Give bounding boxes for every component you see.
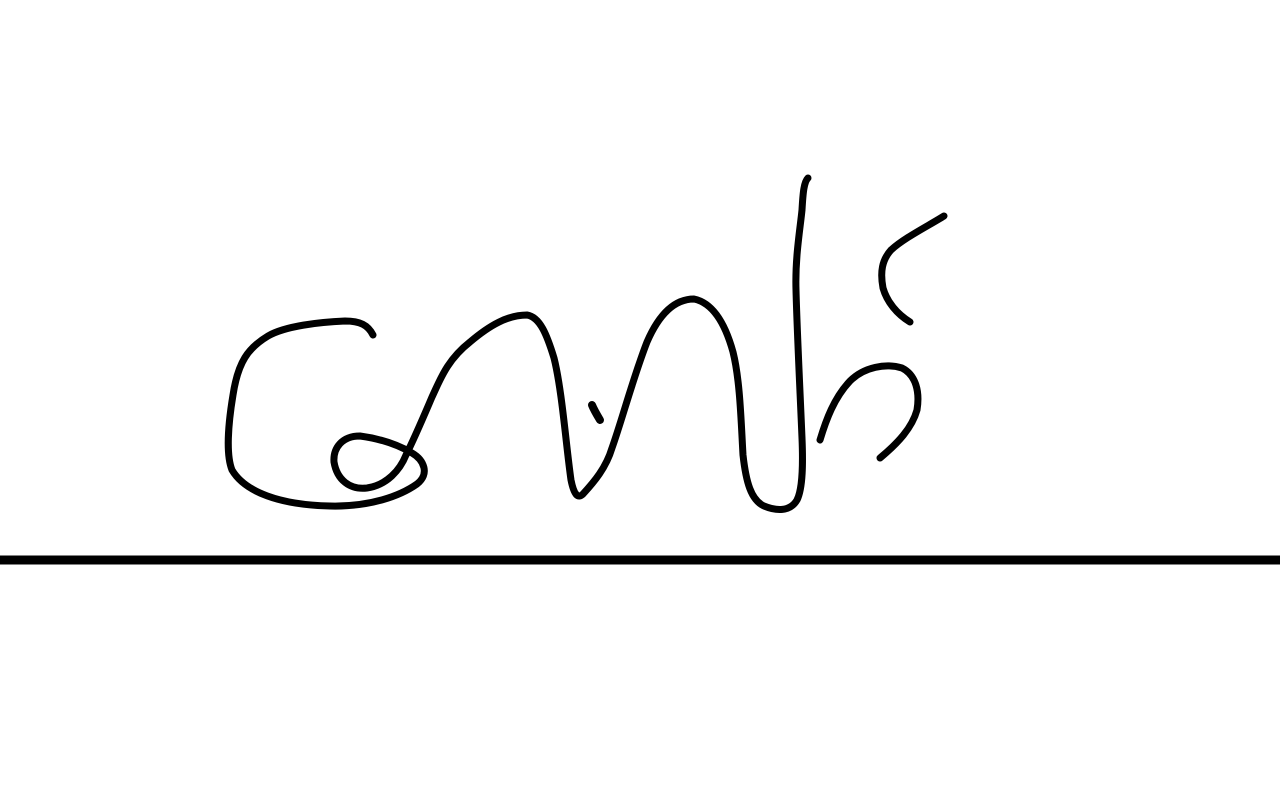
signature-stroke-curl — [820, 366, 918, 458]
signature-stroke-dot — [592, 405, 600, 420]
handwritten-signature — [228, 178, 944, 510]
signature-stroke-hook — [882, 216, 944, 322]
signature-stroke-loop — [228, 178, 808, 510]
